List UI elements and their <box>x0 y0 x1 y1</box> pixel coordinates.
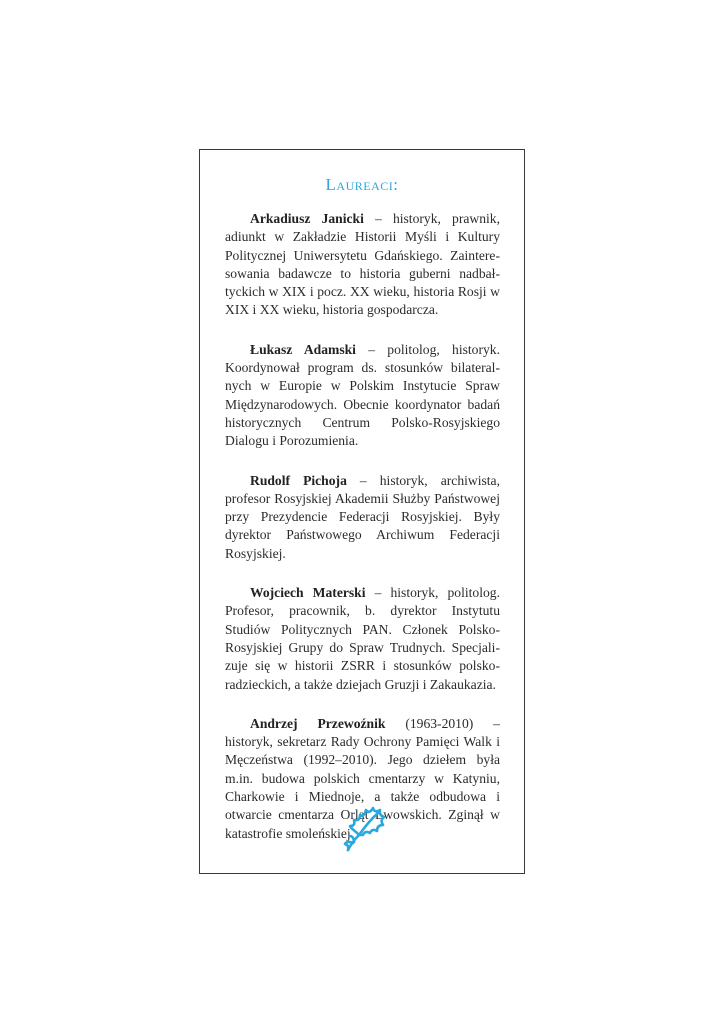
laureates-list <box>225 210 500 864</box>
laureate-name: Arkadiusz Janicki <box>250 211 364 226</box>
laureate-bio: – historyk, prawnik, adiunkt w Zakładzie Historii Myśli i Kultury Politycznej Uniwersytetu Gdańskiego. Zainteresowania badawcze to historia guberni nadbałtyckich w XIX i pocz. XX wieku, historia Rosji w XIX i XX wieku, historia gospodarcza. <box>225 211 500 318</box>
laureate-name: Łukasz Adamski <box>250 341 356 357</box>
laureate-bio: – historyk, archiwista, profesor Rosyjskiej Akademii Służby Państwowej przy Prezydencie Federacji Rosyjskiej. Były dyrektor Państwowego Archiwum Federacji Rosyjskiej. <box>225 472 500 561</box>
laureate-entry <box>225 341 500 451</box>
laureates-card <box>199 149 525 874</box>
laureate-name: Wojciech Materski <box>250 585 366 601</box>
laureate-entry <box>225 210 500 320</box>
laureate-name: Rudolf Pichoja <box>250 472 347 488</box>
section-title: Laureaci: <box>325 175 399 194</box>
laureate-bio: – politolog, historyk. Koordynował program ds. stosunków bilateralnych w Europie w Polskim Instytucie Spraw Międzynarodowych. Obecnie koordynator badań historycznych Centrum Polsko-Rosyjskiego Dialogu i Porozumienia. <box>225 341 500 449</box>
laureate-bio: (1963-2010) – historyk, sekretarz Rady Ochrony Pamięci Walk i Męczeństwa (1992–2010). Jego dziełem była m.in. budowa polskich cmentarzy w Katyniu, Charkowie i Miednoje, a także odbudowa i otwarcie cmentarza Orląt Lwowskich. Zginął w katastrofie smoleńskiej. <box>225 715 500 841</box>
laureate-name: Andrzej Przewoźnik <box>250 715 386 731</box>
laureate-entry <box>225 584 500 694</box>
laureate-entry <box>225 472 500 563</box>
laureate-bio: – historyk, politolog. Profesor, pracownik, b. dyrektor Instytutu Studiów Politycznych PAN. Członek Polsko-Rosyjskiej Grupy do Spraw Trudnych. Specjalizuje się w historii ZSRR i stosunków polskoradzieckich, a także dziejach Gruzji i Zakaukazia. <box>225 585 500 692</box>
oak-leaf-icon <box>342 800 386 854</box>
